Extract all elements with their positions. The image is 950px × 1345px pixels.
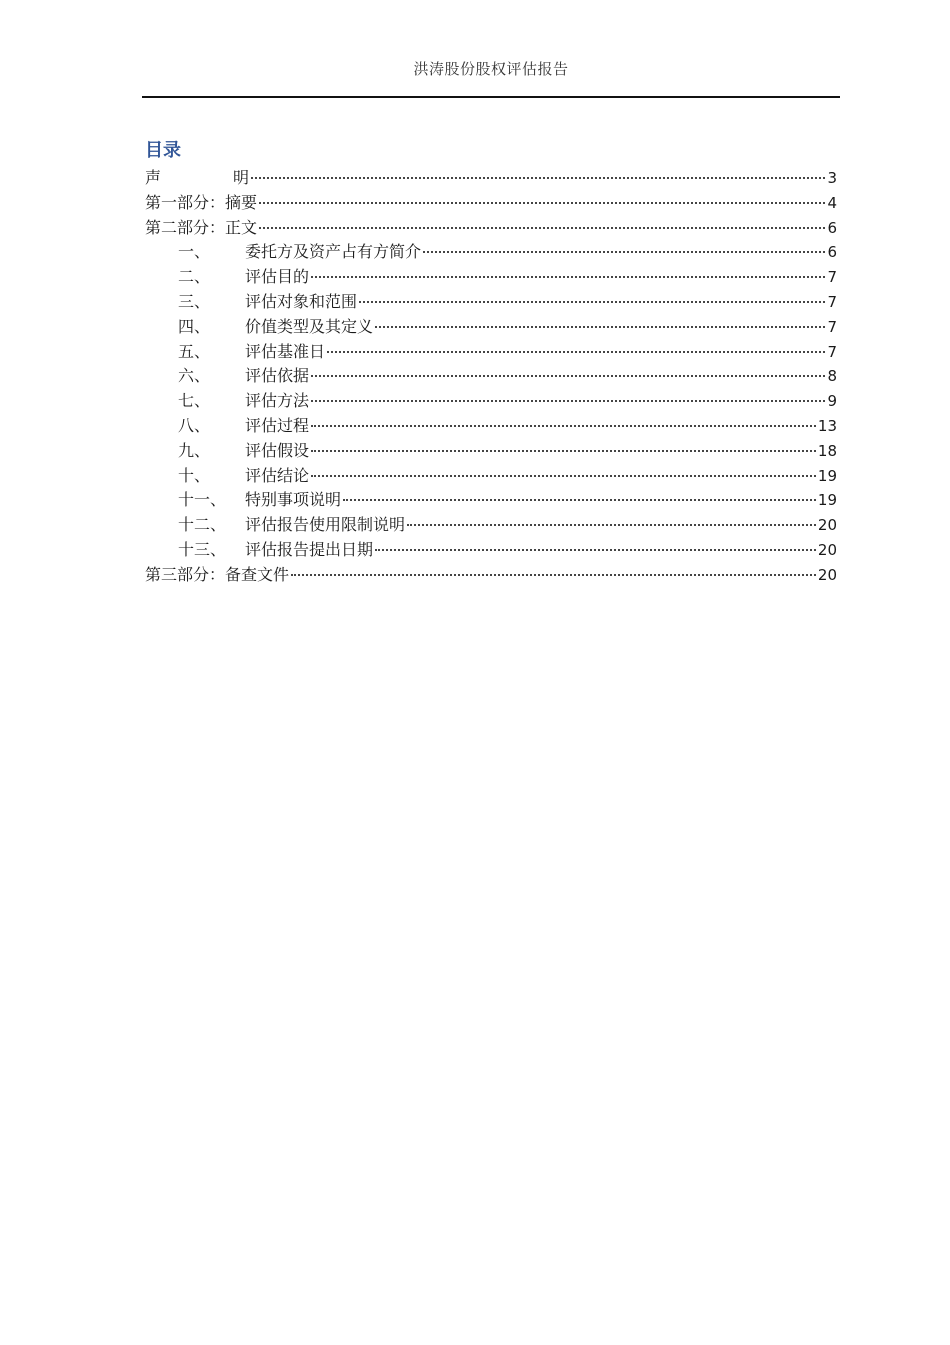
toc-entry-title: 第三部分：备查文件 — [145, 564, 290, 584]
header-title: 洪涛股份股权评估报告 — [413, 60, 569, 78]
toc-entry-part-2-body[interactable] — [145, 216, 837, 241]
toc-entry-section-13[interactable] — [145, 538, 837, 563]
toc-entry-section-6[interactable] — [145, 364, 837, 389]
toc-entry-title: 声 明 — [145, 168, 249, 187]
toc-leader-dots — [343, 499, 816, 501]
toc-entry-title: 评估依据 — [245, 366, 310, 386]
toc-entry-page: 13 — [817, 416, 837, 435]
toc-entry-section-3[interactable] — [145, 290, 837, 315]
toc-entry-page: 20 — [817, 516, 837, 535]
toc-entry-section-4[interactable] — [145, 315, 837, 340]
toc-entry-statement[interactable] — [145, 166, 837, 191]
toc-entry-number: 十二、 — [178, 515, 227, 535]
toc-entry-section-1[interactable] — [145, 240, 837, 265]
toc-entry-title: 第一部分：摘要 — [145, 192, 258, 212]
toc-entry-title: 评估基准日 — [245, 341, 326, 361]
toc-entry-title: 特别事项说明 — [245, 490, 342, 510]
toc-entry-page: 9 — [827, 392, 837, 411]
toc-leader-dots — [375, 549, 816, 551]
toc-entry-page: 3 — [827, 169, 837, 187]
toc-entry-section-8[interactable] — [145, 414, 837, 439]
toc-entry-title: 评估目的 — [245, 267, 310, 287]
toc-leader-dots — [251, 177, 825, 179]
toc-entry-page: 19 — [817, 491, 837, 510]
toc-leader-dots — [423, 251, 825, 253]
toc-entry-title: 评估方法 — [245, 391, 310, 411]
toc-entry-section-9[interactable] — [145, 439, 837, 464]
toc-entry-number: 十、 — [178, 465, 211, 485]
toc-entry-page: 6 — [827, 243, 837, 262]
toc-list — [145, 166, 837, 588]
toc-entry-page: 4 — [827, 193, 837, 212]
toc-entry-part-3-reference-files[interactable] — [145, 563, 837, 588]
toc-entry-page: 18 — [817, 441, 837, 460]
toc-entry-page: 20 — [817, 540, 837, 559]
toc-entry-section-7[interactable] — [145, 389, 837, 414]
toc-leader-dots — [407, 524, 816, 526]
toc-leader-dots — [311, 425, 816, 427]
toc-entry-page: 8 — [827, 367, 837, 386]
toc-entry-number: 九、 — [178, 440, 211, 460]
toc-entry-page: 7 — [827, 342, 837, 361]
toc-leader-dots — [259, 227, 825, 229]
toc-leader-dots — [311, 276, 825, 278]
toc-entry-title: 评估对象和范围 — [245, 291, 358, 311]
toc-leader-dots — [259, 202, 825, 204]
toc-entry-number: 七、 — [178, 391, 211, 411]
toc-entry-page: 7 — [827, 292, 837, 311]
toc-leader-dots — [375, 326, 825, 328]
toc-entry-part-1-summary[interactable] — [145, 191, 837, 216]
toc-entry-page: 7 — [827, 317, 837, 336]
toc-entry-title: 第二部分：正文 — [145, 217, 258, 237]
toc-entry-number: 五、 — [178, 341, 211, 361]
toc-entry-number: 四、 — [178, 316, 211, 336]
toc-entry-title: 评估报告使用限制说明 — [245, 515, 406, 535]
toc-leader-dots — [311, 450, 816, 452]
toc-entry-section-11[interactable] — [145, 488, 837, 513]
toc-leader-dots — [311, 400, 825, 402]
toc-entry-number: 二、 — [178, 267, 211, 287]
toc-entry-number: 三、 — [178, 291, 211, 311]
toc-entry-section-5[interactable] — [145, 340, 837, 365]
table-of-contents — [145, 138, 837, 588]
page-header — [142, 58, 840, 98]
toc-entry-title: 价值类型及其定义 — [245, 316, 374, 336]
toc-entry-section-12[interactable] — [145, 513, 837, 538]
toc-leader-dots — [291, 574, 816, 576]
toc-entry-title: 评估假设 — [245, 440, 310, 460]
toc-entry-number: 六、 — [178, 366, 211, 386]
toc-entry-page: 6 — [827, 218, 837, 237]
toc-leader-dots — [311, 375, 825, 377]
toc-leader-dots — [311, 475, 816, 477]
toc-entry-title: 评估报告提出日期 — [245, 539, 374, 559]
toc-leader-dots — [359, 301, 825, 303]
toc-entry-number: 十三、 — [178, 539, 227, 559]
toc-entry-number: 八、 — [178, 415, 211, 435]
toc-entry-number: 一、 — [178, 242, 211, 262]
toc-entry-page: 19 — [817, 466, 837, 485]
toc-entry-number: 十一、 — [178, 490, 227, 510]
toc-entry-title: 委托方及资产占有方简介 — [245, 242, 422, 262]
toc-entry-section-2[interactable] — [145, 265, 837, 290]
toc-heading: 目录 — [145, 140, 181, 161]
toc-entry-section-10[interactable] — [145, 464, 837, 489]
toc-entry-page: 20 — [817, 565, 837, 584]
toc-leader-dots — [327, 351, 825, 353]
toc-entry-page: 7 — [827, 268, 837, 287]
toc-entry-title: 评估过程 — [245, 415, 310, 435]
toc-entry-title: 评估结论 — [245, 465, 310, 485]
